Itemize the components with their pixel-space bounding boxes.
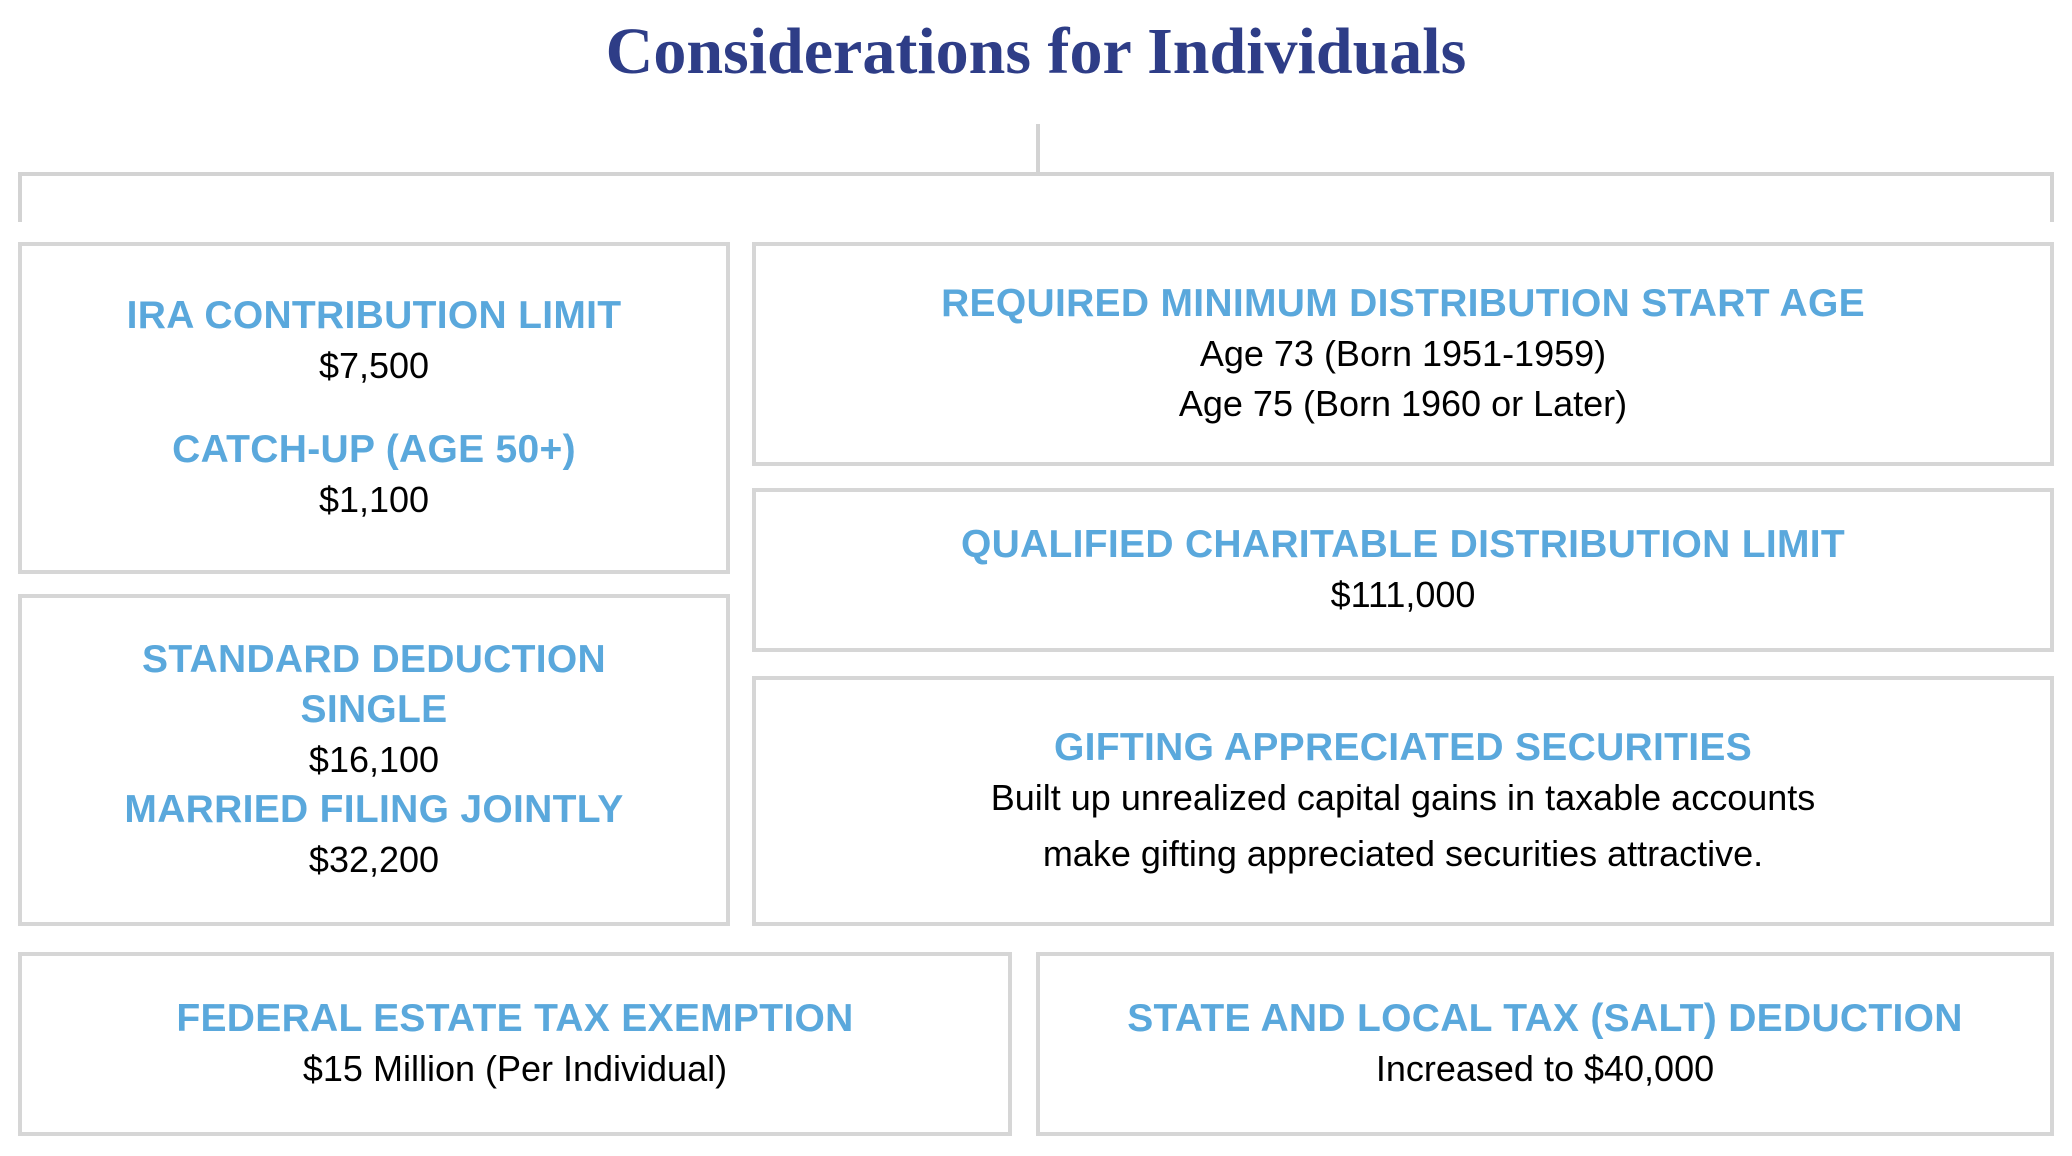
connector-stem (1036, 124, 1040, 174)
qcd-heading: QUALIFIED CHARITABLE DISTRIBUTION LIMIT (960, 523, 1846, 566)
single-value: $16,100 (308, 739, 440, 780)
catch-up-value: $1,100 (318, 479, 430, 520)
gifting-securities-box (752, 676, 2054, 926)
ira-contribution-value: $7,500 (318, 345, 430, 386)
ira-contribution-heading: IRA CONTRIBUTION LIMIT (126, 294, 622, 337)
rmd-start-age-box (752, 242, 2054, 466)
qcd-limit-box (752, 488, 2054, 652)
rmd-heading: REQUIRED MINIMUM DISTRIBUTION START AGE (941, 282, 1865, 325)
rmd-line-1: Age 73 (Born 1951-1959) (1199, 333, 1607, 374)
rmd-line-2: Age 75 (Born 1960 or Later) (1178, 383, 1628, 424)
connector-bar (18, 172, 2054, 176)
salt-heading: STATE AND LOCAL TAX (SALT) DEDUCTION (1127, 997, 1963, 1040)
single-heading: SINGLE (300, 688, 448, 731)
page-title: Considerations for Individuals (605, 15, 1467, 88)
estate-tax-value: $15 Million (Per Individual) (302, 1048, 728, 1089)
mfj-value: $32,200 (308, 839, 440, 880)
ira-contribution-box (18, 242, 730, 574)
gifting-heading: GIFTING APPRECIATED SECURITIES (1053, 726, 1753, 769)
catch-up-heading: CATCH-UP (AGE 50+) (172, 428, 576, 471)
salt-value: Increased to $40,000 (1375, 1048, 1715, 1089)
connector-left-drop (18, 172, 22, 222)
gifting-line-2: make gifting appreciated securities attractive. (1042, 833, 1764, 874)
standard-deduction-heading: STANDARD DEDUCTION (142, 638, 606, 681)
connector-right-drop (2050, 172, 2054, 222)
standard-deduction-box (18, 594, 730, 926)
salt-deduction-box (1036, 952, 2054, 1136)
gifting-line-1: Built up unrealized capital gains in taxable accounts (990, 777, 1816, 818)
estate-tax-box (18, 952, 1012, 1136)
mfj-heading: MARRIED FILING JOINTLY (124, 788, 624, 831)
estate-tax-heading: FEDERAL ESTATE TAX EXEMPTION (176, 997, 854, 1040)
qcd-value: $111,000 (1330, 574, 1476, 615)
